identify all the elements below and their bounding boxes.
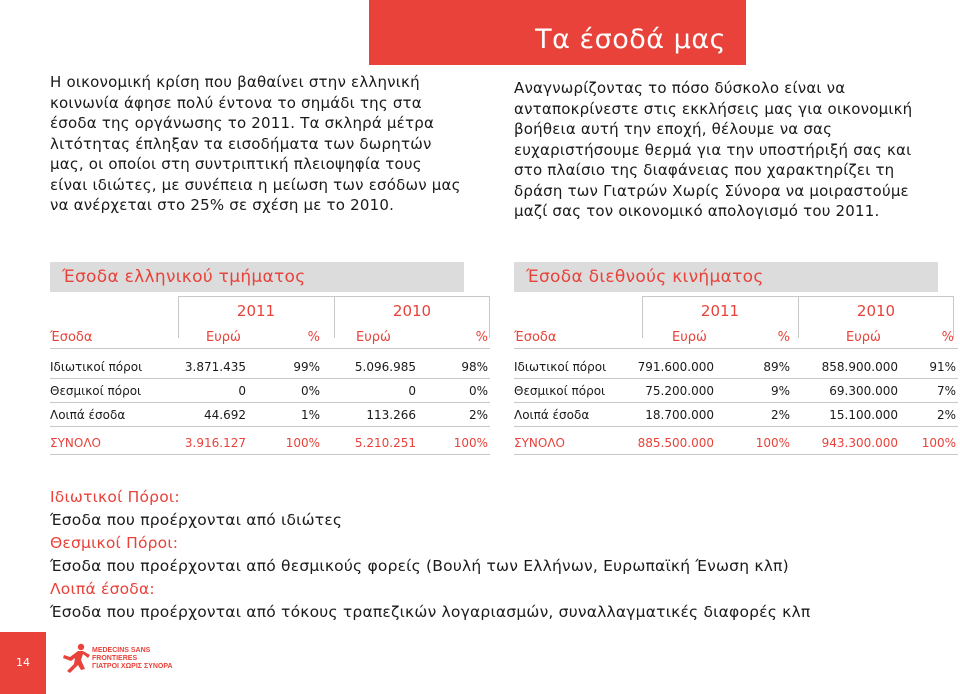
divider (514, 402, 958, 403)
col-pct-header: % (941, 330, 954, 345)
year-2010: 2010 (856, 302, 896, 320)
definition-description: Έσοδα που προέρχονται από ιδιώτες (50, 511, 343, 529)
divider (514, 454, 958, 455)
pct-2010: 2% (468, 408, 488, 422)
msf-logo (62, 643, 182, 675)
year-2010: 2010 (392, 302, 432, 320)
intl-section-heading: Έσοδα διεθνούς κινήματος (514, 262, 938, 292)
pct-2011: 99% (293, 360, 320, 374)
pct-2011: 89% (763, 360, 790, 374)
total-eur-2011: 3.916.127 (184, 436, 246, 450)
col-pct-header: % (777, 330, 790, 345)
col-eur-header: Ευρώ (206, 330, 241, 345)
logo-line-2: ΓΙΑΤΡΟΙ ΧΩΡΙΣ ΣΥΝΟΡΑ (92, 663, 173, 670)
col-label-header: Έσοδα (514, 330, 557, 345)
eur-2010: 858.900.000 (821, 360, 898, 374)
eur-2010: 69.300.000 (829, 384, 898, 398)
divider (50, 378, 490, 379)
page-title: Τα έσοδά μας (369, 0, 746, 65)
divider (50, 402, 490, 403)
col-pct-header: % (307, 330, 320, 345)
total-pct-2010: 100% (921, 436, 956, 450)
pct-2011: 0% (300, 384, 320, 398)
intro-right-paragraph: Αναγνωρίζοντας το πόσο δύσκολο είναι να ανταποκρίνεστε στις εκκλήσεις μας για οικονομική βοήθεια αυτή την εποχή, θέλουμε να σας ευχαριστήσουμε θερμά για την υποστήριξή σας και στο πλαίσιο της διαφάνειας που χαρακτηρίζει τη δράση των Γιατρών Χωρίς Σύνορα να μοιραστούμε μαζί σας τον οικονομικό απολογισμό του 2011. (514, 79, 913, 220)
divider (514, 378, 958, 379)
divider (50, 454, 490, 455)
eur-2011: 0 (238, 384, 246, 398)
total-pct-2010: 100% (453, 436, 488, 450)
definitions-list (50, 486, 930, 624)
eur-2011: 791.600.000 (637, 360, 714, 374)
col-eur-header: Ευρώ (672, 330, 707, 345)
row-label: Θεσμικοί πόροι (514, 384, 606, 398)
eur-2010: 113.266 (366, 408, 416, 422)
greek-section-heading: Έσοδα ελληνικού τμήματος (50, 262, 464, 292)
col-eur-header: Ευρώ (846, 330, 881, 345)
row-label: Θεσμικοί πόροι (50, 384, 142, 398)
pct-2010: 98% (461, 360, 488, 374)
row-label: Λοιπά έσοδα (514, 408, 590, 422)
eur-2010: 15.100.000 (829, 408, 898, 422)
eur-2010: 0 (408, 384, 416, 398)
total-label: ΣΥΝΟΛΟ (50, 436, 101, 450)
eur-2011: 75.200.000 (645, 384, 714, 398)
divider (50, 348, 490, 349)
definition-term: Λοιπά έσοδα: (50, 580, 155, 598)
definition-description: Έσοδα που προέρχονται από τόκους τραπεζικών λογαριασμών, συναλλαγματικές διαφορές κλπ (50, 603, 811, 621)
eur-2011: 3.871.435 (184, 360, 246, 374)
pct-2011: 9% (770, 384, 790, 398)
logo-line-1: MEDECINS SANS FRONTIERES (92, 647, 151, 662)
pct-2011: 2% (770, 408, 790, 422)
definition-description: Έσοδα που προέρχονται από θεσμικούς φορείς (Βουλή των Ελλήνων, Ευρωπαϊκή Ένωση κλπ) (50, 557, 789, 575)
total-label: ΣΥΝΟΛΟ (514, 436, 565, 450)
intro-left-paragraph: Η οικονομική κρίση που βαθαίνει στην ελληνική κοινωνία άφησε πολύ έντονα το σημάδι της στα έσοδα της οργάνωσης το 2011. Τα σκληρά μέτρα λιτότητας έπληξαν τα εισοδήματα των δωρητών μας, οι οποίοι στη συντριπτική πλειοψηφία τους είναι ιδιώτες, με συνέπεια η μείωση των εσόδων μας να ανέρχεται στο 25% σε σχέση με το 2010. (50, 73, 461, 214)
eur-2011: 18.700.000 (645, 408, 714, 422)
pct-2011: 1% (300, 408, 320, 422)
page-number: 14 (0, 632, 46, 694)
row-label: Λοιπά έσοδα (50, 408, 126, 422)
total-pct-2011: 100% (285, 436, 320, 450)
pct-2010: 2% (936, 408, 956, 422)
row-label: Ιδιωτικοί πόροι (50, 360, 143, 374)
total-eur-2011: 885.500.000 (637, 436, 714, 450)
divider (514, 426, 958, 427)
col-eur-header: Ευρώ (356, 330, 391, 345)
definition-term: Θεσμικοί Πόροι: (50, 534, 179, 552)
definition-term: Ιδιωτικοί Πόροι: (50, 488, 180, 506)
col-pct-header: % (475, 330, 488, 345)
divider (514, 348, 958, 349)
logo-wordmark (92, 647, 182, 671)
total-eur-2010: 943.300.000 (821, 436, 898, 450)
msf-running-figure-icon (62, 643, 90, 673)
eur-2010: 5.096.985 (354, 360, 416, 374)
eur-2011: 44.692 (204, 408, 246, 422)
year-2011: 2011 (236, 302, 276, 320)
pct-2010: 0% (468, 384, 488, 398)
total-eur-2010: 5.210.251 (354, 436, 416, 450)
divider (50, 426, 490, 427)
pct-2010: 91% (929, 360, 956, 374)
year-2011: 2011 (700, 302, 740, 320)
total-pct-2011: 100% (755, 436, 790, 450)
pct-2010: 7% (936, 384, 956, 398)
row-label: Ιδιωτικοί πόροι (514, 360, 607, 374)
col-label-header: Έσοδα (50, 330, 93, 345)
